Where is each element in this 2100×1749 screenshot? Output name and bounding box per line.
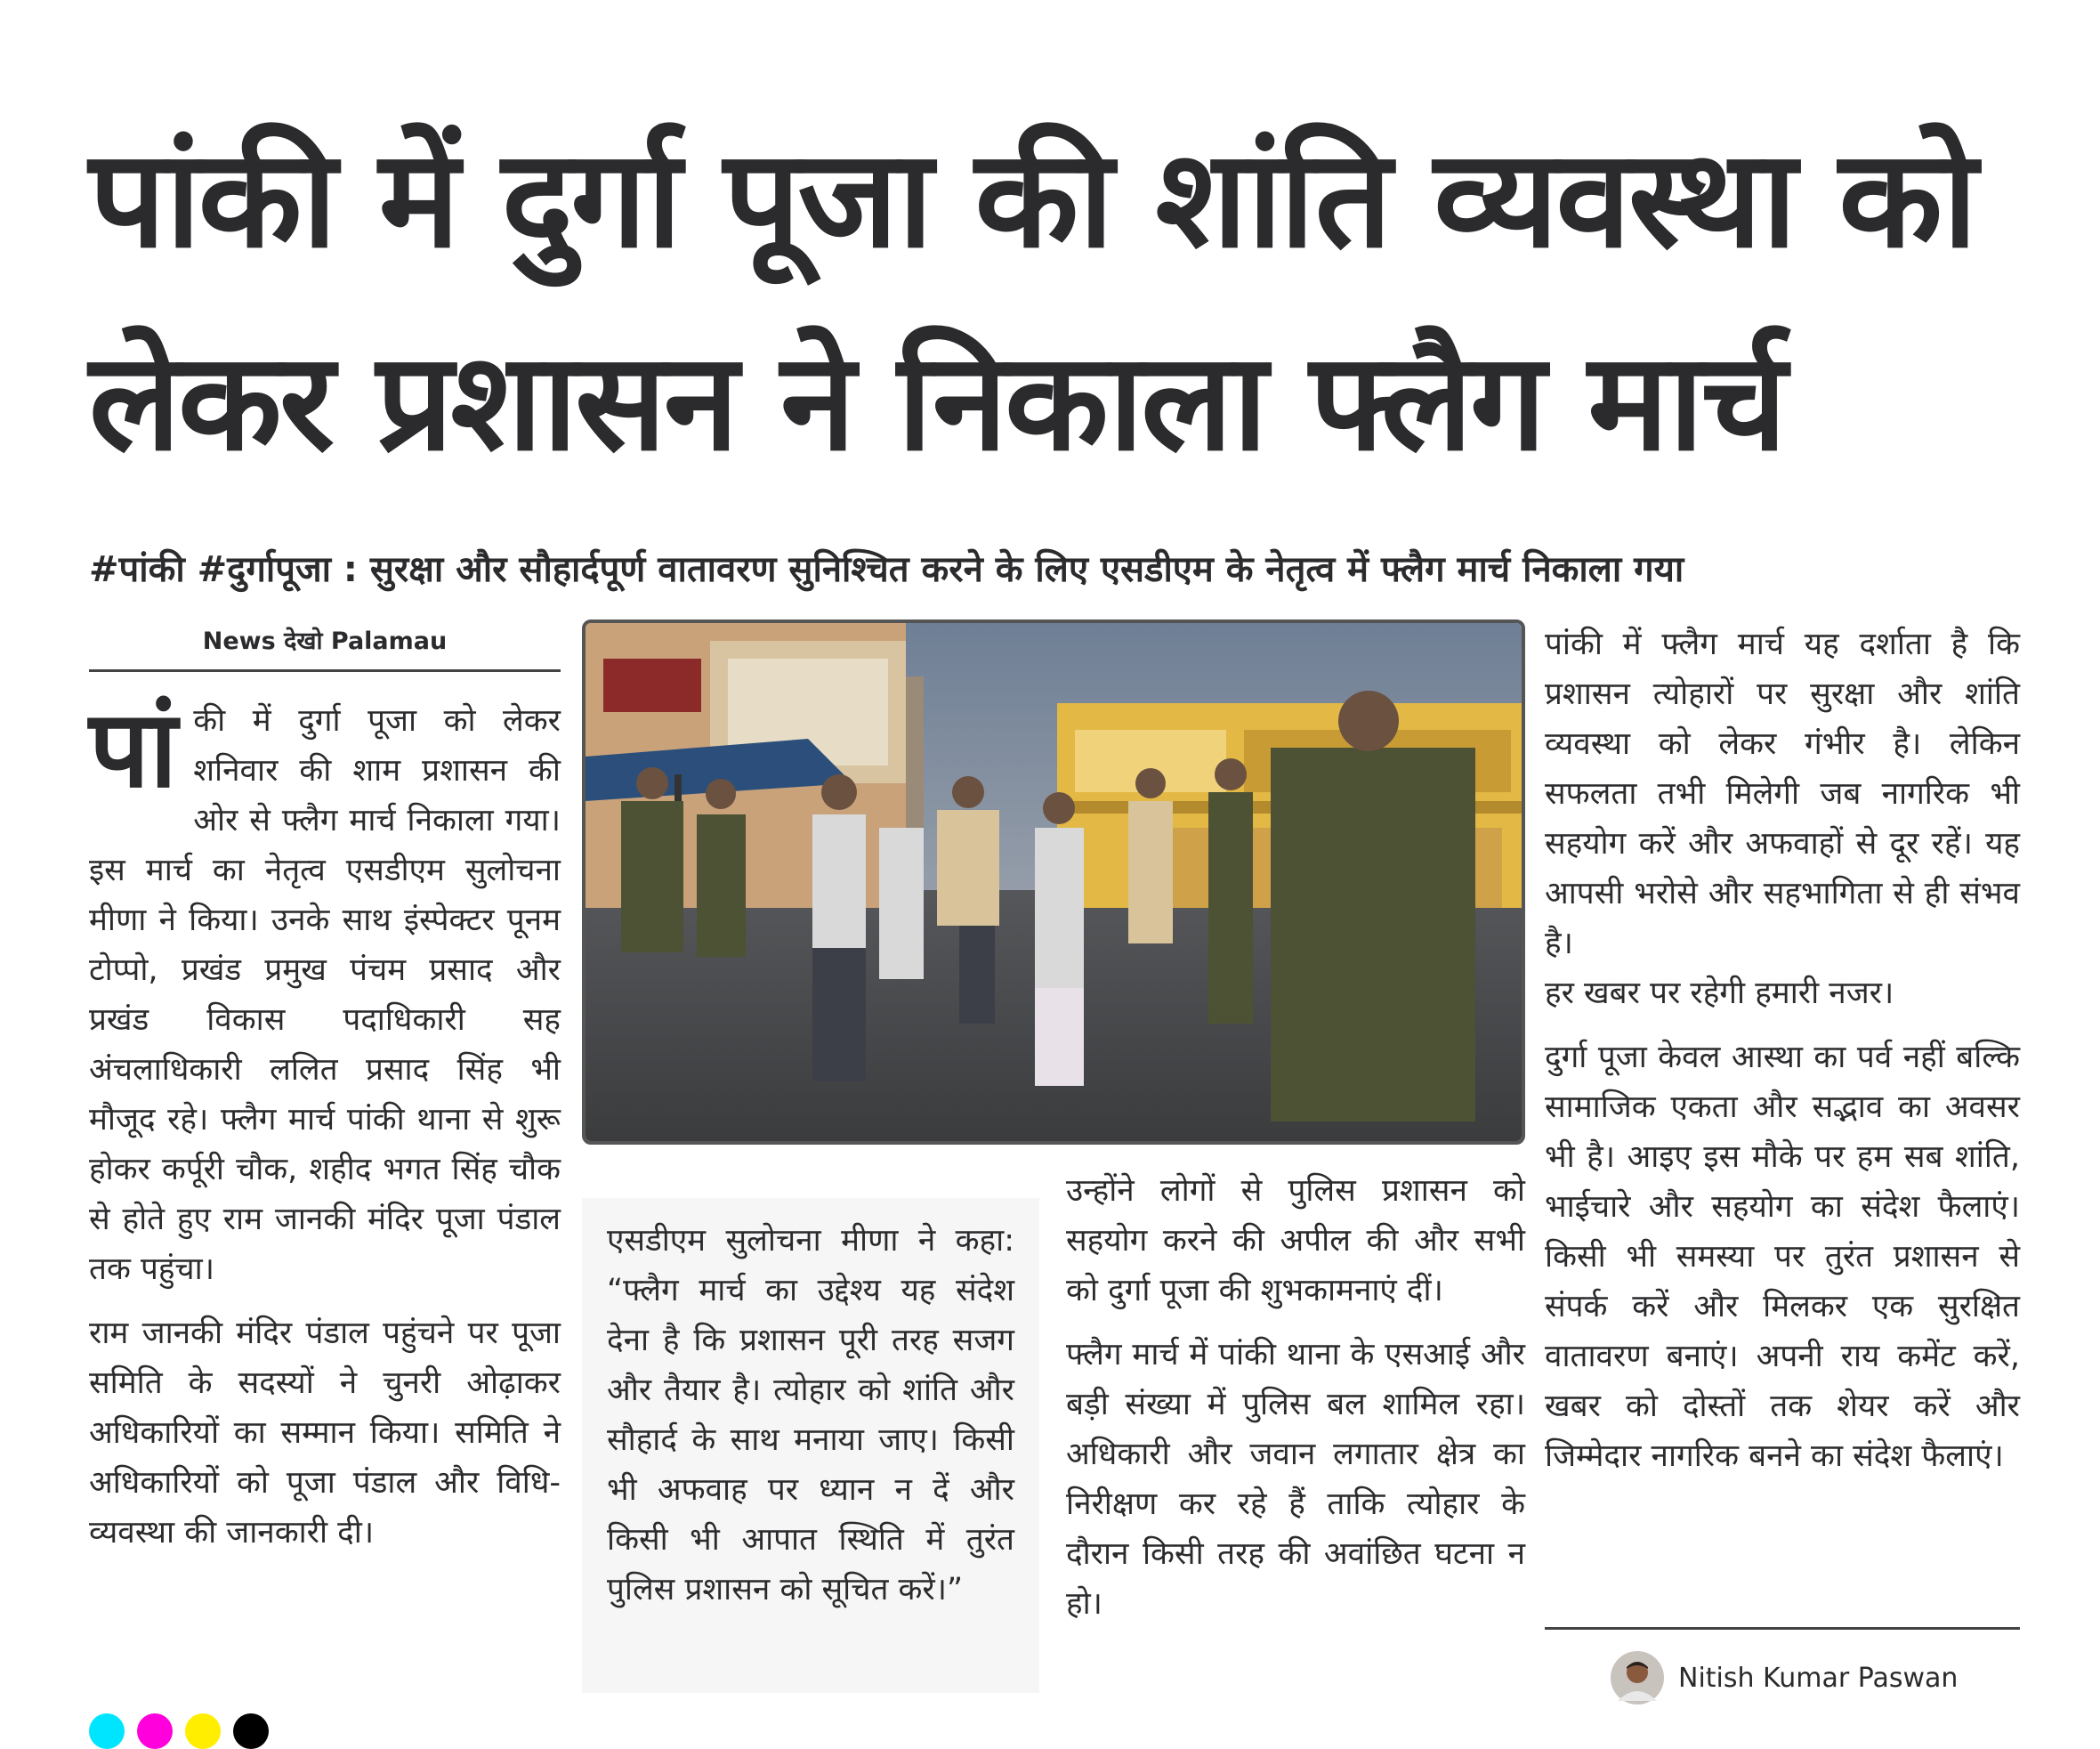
left-paragraph-2: राम जानकी मंदिर पंडाल पहुंचने पर पूजा समिति के सदस्यों ने चुनरी ओढ़ाकर अधिकारियों का सम्मान किया। समिति ने अधिकारियों को पूजा पंडाल और विधि-व्यवस्था की जानकारी दी।	[89, 1316, 561, 1551]
right-column	[1545, 619, 2020, 1495]
right-paragraph-1-tail: हर खबर पर रहेगी हमारी नजर।	[1545, 976, 1894, 1011]
dropcap: पां	[89, 688, 178, 812]
author-divider	[1545, 1627, 2020, 1630]
left-paragraph-1-text: की में दुर्गा पूजा को लेकर शनिवार की शाम प्रशासन की ओर से फ्लैग मार्च निकाला गया। इस मार्च का नेतृत्व एसडीएम सुलोचना मीणा ने किया। उनके साथ इंस्पेक्टर पूनम टोप्पो, प्रखंड प्रमुख पंचम प्रसाद और प्रखंड विकास पदाधिकारी सह अंचलाधिकारी ललित प्रसाद सिंह भी मौजूद रहे। फ्लैग मार्च पांकी थाना से शुरू होकर कर्पूरी चौक, शहीद भगत सिंह चौक से होते हुए राम जानकी मंदिर पूजा पंडाल तक पहुंचा।	[89, 703, 561, 1287]
right-paragraph-1-text: पांकी में फ्लैग मार्च यह दर्शाता है कि प्रशासन त्योहारों पर सुरक्षा और शांति व्यवस्था को लेकर गंभीर है। लेकिन सफलता तभी मिलेगी जब नागरिक भी सहयोग करें और अफवाहों से दूर रहें। यह आपसी भरोसे और सहभागिता से ही संभव है।	[1545, 627, 2020, 961]
author-avatar	[1611, 1651, 1664, 1704]
left-paragraph-1	[89, 688, 561, 1294]
print-registration-dots	[89, 1713, 269, 1749]
headline-line-2: लेकर प्रशासन ने निकाला फ्लैग मार्च	[89, 323, 1785, 481]
quote-box	[582, 1198, 1039, 1693]
author-name: Nitish Kumar Paswan	[1678, 1662, 1959, 1694]
right-paragraph-1	[1545, 619, 2020, 968]
subheadline: #पांकी #दुर्गापूजा : सुरक्षा और सौहार्दपूर्ण वातावरण सुनिश्चित करने के लिए एसडीएम के नेतृत्व में फ्लैग मार्च निकाला गया	[89, 549, 1684, 590]
author-credit	[1611, 1651, 2020, 1704]
right-paragraph-2: दुर्गा पूजा केवल आस्था का पर्व नहीं बल्कि सामाजिक एकता और सद्भाव का अवसर भी है। आइए इस मौके पर हम सब शांति, भाईचारे और सहयोग का संदेश फैलाएं। किसी भी समस्या पर तुरंत प्रशासन से संपर्क करें और मिलकर एक सुरक्षित वातावरण बनाएं। अपनी राय कमेंट करें, खबर को दोस्तों तक शेयर करें और जिम्मेदार नागरिक बनने का संदेश फैलाएं।	[1545, 1040, 2020, 1474]
magenta-dot	[137, 1713, 173, 1749]
headline-line-1: पांकी में दुर्गा पूजा की शांति व्यवस्था को	[89, 120, 1975, 278]
quote-text: एसडीएम सुलोचना मीणा ने कहा: “फ्लैग मार्च का उद्देश्य यह संदेश देना है कि प्रशासन पूरी तरह सजग और तैयार है। त्योहार को शांति और सौहार्द के साथ मनाया जाए। किसी भी अफवाह पर ध्यान न दें और किसी भी आपात स्थिति में तुरंत पुलिस प्रशासन को सूचित करें।”	[607, 1223, 1014, 1607]
yellow-dot	[185, 1713, 221, 1749]
flag-march-photo	[582, 619, 1525, 1145]
cyan-dot	[89, 1713, 125, 1749]
left-column	[89, 688, 561, 1572]
headline	[89, 98, 2029, 504]
black-dot	[233, 1713, 269, 1749]
middle-paragraph-2: फ्लैग मार्च में पांकी थाना के एसआई और बड़ी संख्या में पुलिस बल शामिल रहा। अधिकारी और जवान लगातार क्षेत्र का निरीक्षण कर रहे हैं ताकि त्योहार के दौरान किसी तरह की अवांछित घटना न हो।	[1066, 1337, 1525, 1622]
flag-march-photo-illustration	[586, 623, 1522, 1141]
source-credit: News देखो Palamau	[89, 623, 561, 672]
middle-paragraph-1: उन्होंने लोगों से पुलिस प्रशासन को सहयोग करने की अपील की और सभी को दुर्गा पूजा की शुभकामनाएं दीं।	[1066, 1173, 1525, 1308]
middle-column	[1066, 1166, 1525, 1643]
